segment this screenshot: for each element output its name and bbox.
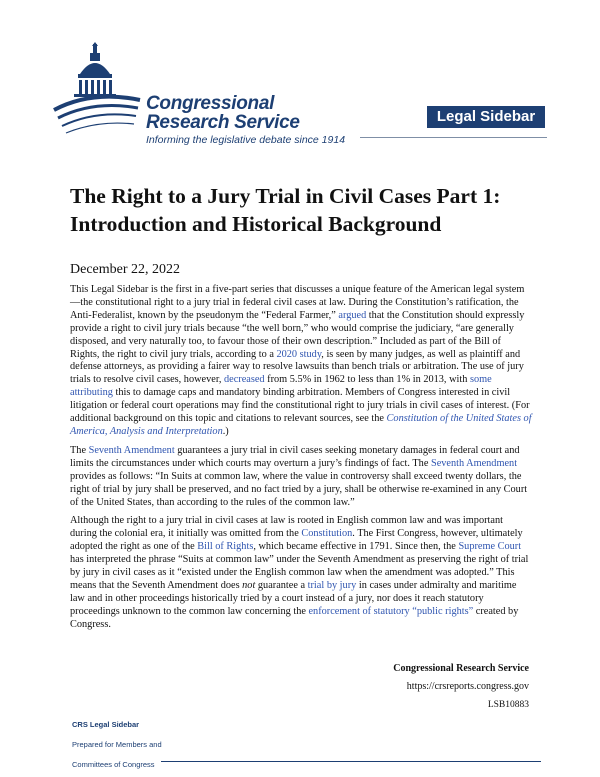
hyperlink[interactable]: attributing [70,387,113,399]
hyperlink[interactable]: 2020 study [276,348,322,360]
paragraph [70,515,532,631]
hyperlink[interactable]: trial [307,579,325,591]
hyperlink[interactable]: Constitution [301,528,353,540]
audience-line-1: Prepared for Members and [72,740,162,749]
title-line-1: The Right to a Jury Trial in Civil Cases Part 1: [70,184,501,208]
series-footer [72,715,162,775]
text-run: has interpreted the phrase “Suits at common law” under the Seventh Amendment as preserving the right of trial by jury in civil cases as it “existed under the English common law when the amendment was adopted.” This means that the Seventh Amendment does [70,554,529,591]
report-number: LSB10883 [487,700,529,710]
hyperlink[interactable]: enforcement of statutory “public rights” [308,605,474,617]
text-run: guarantees a jury trial in civil cases seeking monetary damages in federal court and limits the circumstances under which courts may overturn a jury’s findings of fact. The [70,444,520,469]
text-run: in cases under admiralty and maritime law and in other proceedings historically tried by a court instead of a jury, nor does it reach statutory proceedings unknown to the common law concerning the [70,579,517,617]
hyperlink[interactable]: Bill of Rights [197,541,254,553]
text-run: created by Congress. [70,605,519,630]
header-divider [360,137,547,138]
hyperlink[interactable]: some [469,374,492,386]
text-run: that the Constitution should expressly provide a right to civil jury trials because “the well born,” who would comprise the judiciary, “are generally disposed, and very naturally too, to favour those of their own description.” Included as part of the Bill of Rights, the right to civil jury trials, according to a [70,309,525,360]
footer-org: Congressional Research Service [393,663,529,674]
crs-capitol-dome-logo [52,40,142,140]
crs-brand [146,94,345,146]
hyperlink[interactable]: Seventh Amendment [430,457,518,469]
brand-name-line2: Research Service [146,112,300,133]
title-line-2: Introduction and Historical Background [70,212,442,236]
text-run: from 5.5% in 1962 to less than 1% in 2013, with [264,374,470,386]
legal-sidebar-badge: Legal Sidebar [427,106,545,128]
article-body [70,284,532,638]
hyperlink[interactable]: argued [338,309,367,321]
text-run: This Legal Sidebar is the first in a five-part series that discusses a unique feature of the American legal system—the constitutional right to a jury trial in federal civil cases at law. During the Constitution’s ratification, the Anti-Federalist, known by the pseudonym the “Federal Farmer,” [70,284,525,321]
text-run: guarantee a [255,579,308,591]
hyperlink[interactable]: Constitution of the United States of America, Analysis and Interpretation [70,413,532,437]
text-run: this to damage caps and mandatory binding arbitration. Members of Congress interested in civil litigation or federal court operations may find the constitutional right to jury trials in civil cases of interest. (For additional background on this topic and citations to relevant sources, see the [70,387,530,425]
text-run: , is seen by many judges, as well as plaintiff and defense attorneys, as providing a fairer way to resolve lawsuits than bench trials or arbitration. The use of jury trials to resolve civil cases, however, [70,348,524,386]
text-run: provides as follows: “In Suits at common law, where the value in controversy shall exceed twenty dollars, the right of trial by jury shall be preserved, and no fact tried by a jury, shall be otherwise re-examined in any Court of the United States, than according to the rules of the common law.” [70,470,528,508]
footer-divider [161,761,541,762]
brand-name-line1: Congressional [146,93,275,114]
hyperlink[interactable]: Seventh Amendment [88,444,175,456]
text-run: , which became effective in 1791. Since then, the [253,541,459,553]
hyperlink[interactable]: Supreme Court [458,541,522,553]
footer-url[interactable]: https://crsreports.congress.gov [406,681,529,692]
text-run: .) [222,425,229,437]
page-title [70,182,550,238]
paragraph [70,284,532,439]
text-run: Although the right to a jury trial in civil cases at law is rooted in English common law and was important during the colonial era, it initially was omitted from the [70,515,503,540]
hyperlink[interactable]: decreased [224,374,265,386]
series-name: CRS Legal Sidebar [72,720,140,729]
footer-citation [393,660,529,714]
text-run: . The First Congress, however, ultimately adopted the right as one of the [70,528,523,553]
hyperlink[interactable]: by jury [326,579,357,591]
audience-line-2: Committees of Congress [72,760,155,769]
text-run: not [242,579,256,591]
brand-tagline: Informing the legislative debate since 1914 [146,134,346,146]
publication-date: December 22, 2022 [70,262,181,277]
paragraph [70,445,532,510]
text-run: The [70,444,89,456]
